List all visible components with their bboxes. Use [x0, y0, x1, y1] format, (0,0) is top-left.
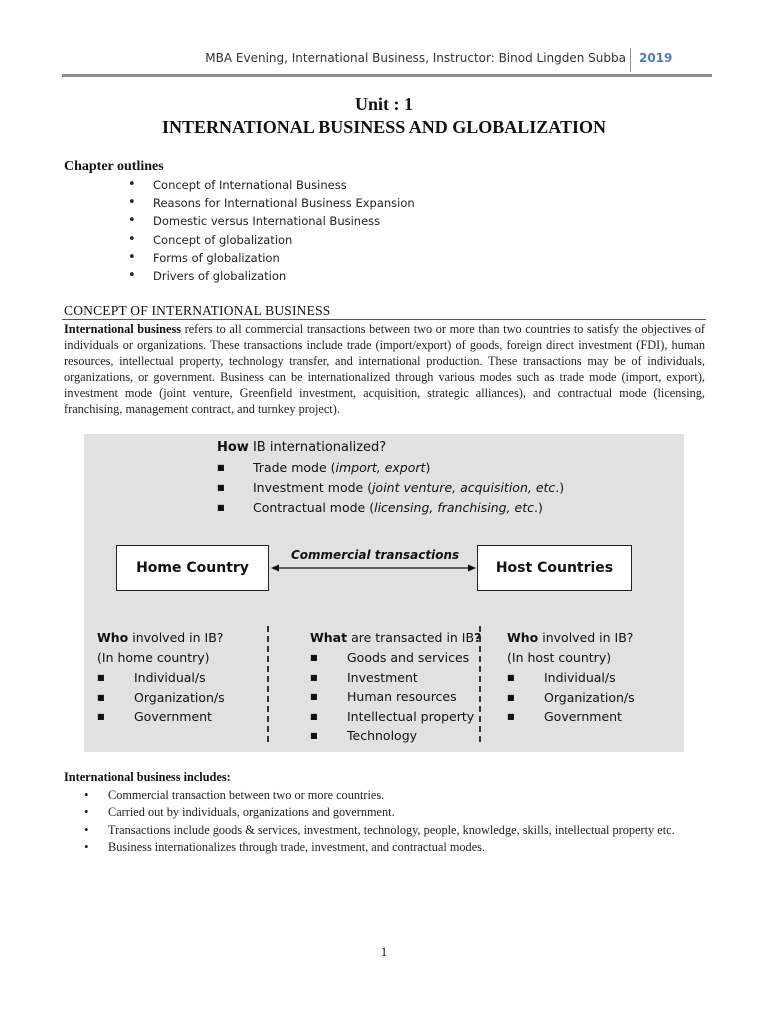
column-question: What are transacted in IB? [310, 630, 482, 645]
double-arrow-icon [271, 560, 476, 576]
ib-diagram [84, 434, 684, 752]
outline-item: • Forms of globalization [128, 249, 415, 267]
list-item: • Carried out by individuals, organizations and government. [64, 804, 705, 820]
how-question-rest: IB internationalized? [248, 440, 387, 455]
header-course-text: MBA Evening, International Business, Instructor: Binod Lingden Subba [205, 51, 626, 65]
list-item: ■ Government [507, 707, 635, 727]
who-home-column [97, 628, 225, 727]
what-transacted-column [310, 628, 481, 746]
column-subtitle: (In home country) [97, 650, 210, 665]
how-question-bold: How [217, 440, 249, 455]
how-modes-list [217, 458, 564, 518]
concept-paragraph [64, 321, 705, 418]
home-country-box: Home Country [116, 545, 269, 591]
page-header [0, 48, 768, 72]
column-list [310, 648, 481, 746]
list-item: • Business internationalizes through trade, investment, and contractual modes. [64, 839, 705, 855]
includes-list [64, 787, 705, 856]
column-question: Who involved in IB? [97, 630, 224, 645]
section-rule [62, 319, 706, 320]
page-number: 1 [380, 944, 388, 959]
list-item: ■ Individual/s [507, 668, 635, 688]
arrow-label: Commercial transactions [291, 548, 460, 562]
list-item: • Transactions include goods & services, investment, technology, people, knowledge, skills, intellectual property etc. [64, 822, 705, 838]
outline-item: • Domestic versus International Business [128, 212, 415, 230]
includes-heading: International business includes: [64, 770, 231, 784]
list-item: ■ Technology [310, 726, 481, 746]
outline-item: • Concept of International Business [128, 176, 415, 194]
list-item: ■ Organization/s [97, 688, 225, 708]
mode-item-investment: ■ Investment mode (joint venture, acquisition, etc.) [217, 478, 564, 498]
header-separator [630, 48, 631, 72]
how-question [217, 440, 386, 455]
column-subtitle: (In host country) [507, 650, 612, 665]
list-item: ■ Human resources [310, 687, 481, 707]
list-item: • Commercial transaction between two or more countries. [64, 787, 705, 803]
mode-item-contractual: ■ Contractual mode (licensing, franchising, etc.) [217, 498, 564, 518]
header-year: 2019 [639, 51, 673, 65]
section-heading: CONCEPT OF INTERNATIONAL BUSINESS [64, 303, 331, 318]
column-question: Who involved in IB? [507, 630, 634, 645]
list-item: ■ Government [97, 707, 225, 727]
unit-number: Unit : 1 [355, 94, 413, 114]
mode-item-trade: ■ Trade mode (import, export) [217, 458, 564, 478]
page-title: INTERNATIONAL BUSINESS AND GLOBALIZATION [162, 117, 606, 137]
list-item: ■ Organization/s [507, 688, 635, 708]
paragraph-bold-term: International business [64, 322, 182, 336]
host-countries-box: Host Countries [477, 545, 632, 591]
list-item: ■ Individual/s [97, 668, 225, 688]
outline-list [128, 176, 415, 285]
outline-item: • Drivers of globalization [128, 267, 415, 285]
paragraph-body: refers to all commercial transactions between two or more than two countries to satisfy the objectives of individuals or organizations. These transactions include trade (import/export) of goods, foreign direct investment (FDI), human resources, intellectual property, technology transfer, and international production. These transactions may be of individuals, organizations, or government. Business can be internationalized through various modes such as trade mode (import, export), investment mode (joint venture, Greenfield investment, acquisition, strategic alliances), and contractual mode (licensing, franchising, management contract, and turnkey project). [64, 322, 706, 417]
who-host-column [507, 628, 635, 727]
list-item: ■ Intellectual property [310, 707, 481, 727]
outline-item: • Reasons for International Business Expansion [128, 194, 415, 212]
column-divider [267, 626, 269, 742]
list-item: ■ Investment [310, 668, 481, 688]
list-item: ■ Goods and services [310, 648, 481, 668]
column-list [507, 668, 635, 727]
outline-heading: Chapter outlines [64, 159, 164, 174]
column-list [97, 668, 225, 727]
header-rule [62, 74, 712, 77]
outline-item: • Concept of globalization [128, 231, 415, 249]
